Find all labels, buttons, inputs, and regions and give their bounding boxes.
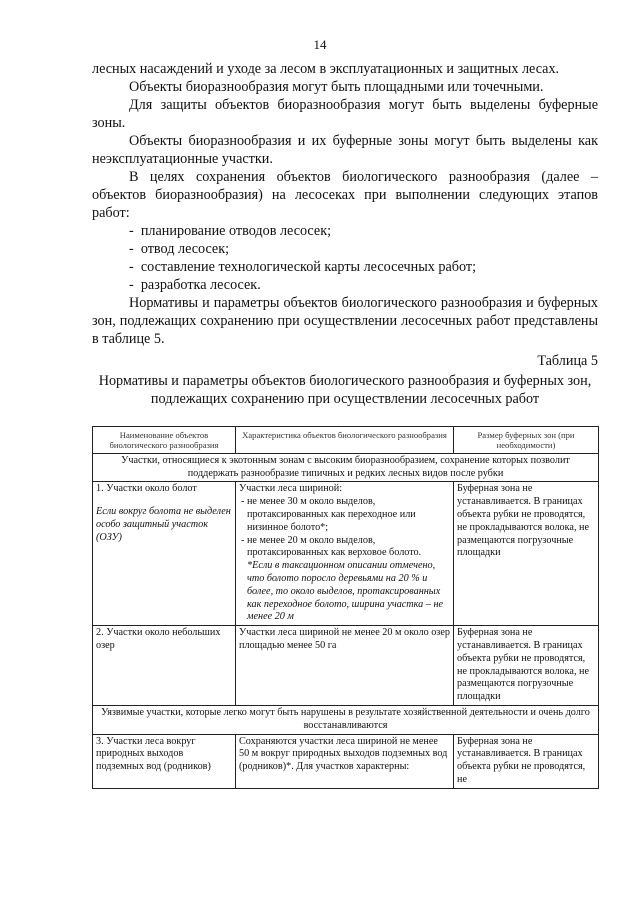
paragraph: Объекты биоразнообразия и их буферные зоны могут быть выделены как неэксплуатационные участки. xyxy=(92,133,598,167)
cell-footnote: *Если в таксационном описании отмечено, что болото поросло деревьями на 20 % и более, то около выделов, протаксированных как переходное болото, ширина участка – не менее 20 м xyxy=(247,560,444,623)
header-cell: Характеристика объектов биологического разнообразия xyxy=(236,427,454,454)
group-heading: Участки, относящиеся к экотонным зонам с высоким биоразнообразием, сохранение которых позволит поддержать разнообразие типичных и редких лесных видов после рубки xyxy=(93,453,599,482)
cell-text: Участки леса шириной: xyxy=(239,483,343,495)
cell-list-item: - не менее 20 м около выделов, протаксированных как верховое болото. xyxy=(241,534,422,559)
table-row xyxy=(93,626,599,706)
table-row xyxy=(93,482,599,626)
list-item: - отвод лесосек; xyxy=(129,240,598,258)
table-cell: Буферная зона не устанавливается. В границах объекта рубки не проводятся, не прокладываются волока, не размещаются погрузочные площадки xyxy=(454,482,599,626)
paragraph: В целях сохранения объектов биологического разнообразия (далее – объектов биоразнообразия) на лесосеках при выполнении следующих этапов работ: xyxy=(92,169,598,221)
table-title: Нормативы и параметры объектов биологического разнообразия и буферных зон, подлежащих сохранению при осуществлении лесосечных работ xyxy=(98,373,592,407)
table-group-row xyxy=(93,705,599,734)
body-text xyxy=(92,60,598,348)
table-row xyxy=(93,734,599,788)
cell-list-item: - не менее 30 м около выделов, протаксированных как переходное или низинное болото*; xyxy=(241,496,416,533)
table-cell xyxy=(236,482,454,626)
table-cell: Сохраняются участки леса шириной не менее 50 м вокруг природных выходов подземных вод (родников)*. Для участков характерны: xyxy=(236,734,454,788)
list-item: - составление технологической карты лесосечных работ; xyxy=(129,258,598,276)
list-item: - планирование отводов лесосек; xyxy=(129,222,598,240)
table-cell: Буферная зона не устанавливается. В границах объекта рубки не проводятся, не xyxy=(454,734,599,788)
header-cell: Размер буферных зон (при необходимости) xyxy=(454,427,599,454)
norms-table xyxy=(92,426,599,789)
table-label: Таблица 5 xyxy=(537,353,598,369)
table-group-row xyxy=(93,453,599,482)
object-note: Если вокруг болота не выделен особо защитный участок (ОЗУ) xyxy=(96,506,231,543)
paragraph: Объекты биоразнообразия могут быть площадными или точечными. xyxy=(129,79,544,95)
paragraph: Нормативы и параметры объектов биологического разнообразия и буферных зон, подлежащих сохранению при осуществлении лесосечных работ представлены в таблице 5. xyxy=(92,295,598,347)
paragraph: Для защиты объектов биоразнообразия могут быть выделены буферные зоны. xyxy=(92,97,598,131)
page-number: 14 xyxy=(313,37,327,52)
table-cell: Буферная зона не устанавливается. В границах объекта рубки не проводятся, не прокладываются волока, не размещаются погрузочные площадки xyxy=(454,626,599,706)
table-cell xyxy=(93,482,236,626)
table-header-row xyxy=(93,427,599,454)
object-name: 1. Участки около болот xyxy=(96,483,197,495)
table-cell: Участки леса шириной не менее 20 м около озер площадью менее 50 га xyxy=(236,626,454,706)
list-item: - разработка лесосек. xyxy=(129,276,598,294)
table-cell: 2. Участки около небольших озер xyxy=(93,626,236,706)
paragraph: лесных насаждений и уходе за лесом в эксплуатационных и защитных лесах. xyxy=(92,61,560,77)
group-heading: Уязвимые участки, которые легко могут быть нарушены в результате хозяйственной деятельности и очень долго восстанавливаются xyxy=(93,705,599,734)
table-cell: 3. Участки леса вокруг природных выходов подземных вод (родников) xyxy=(93,734,236,788)
header-cell: Наименование объектов биологического разнообразия xyxy=(93,427,236,454)
